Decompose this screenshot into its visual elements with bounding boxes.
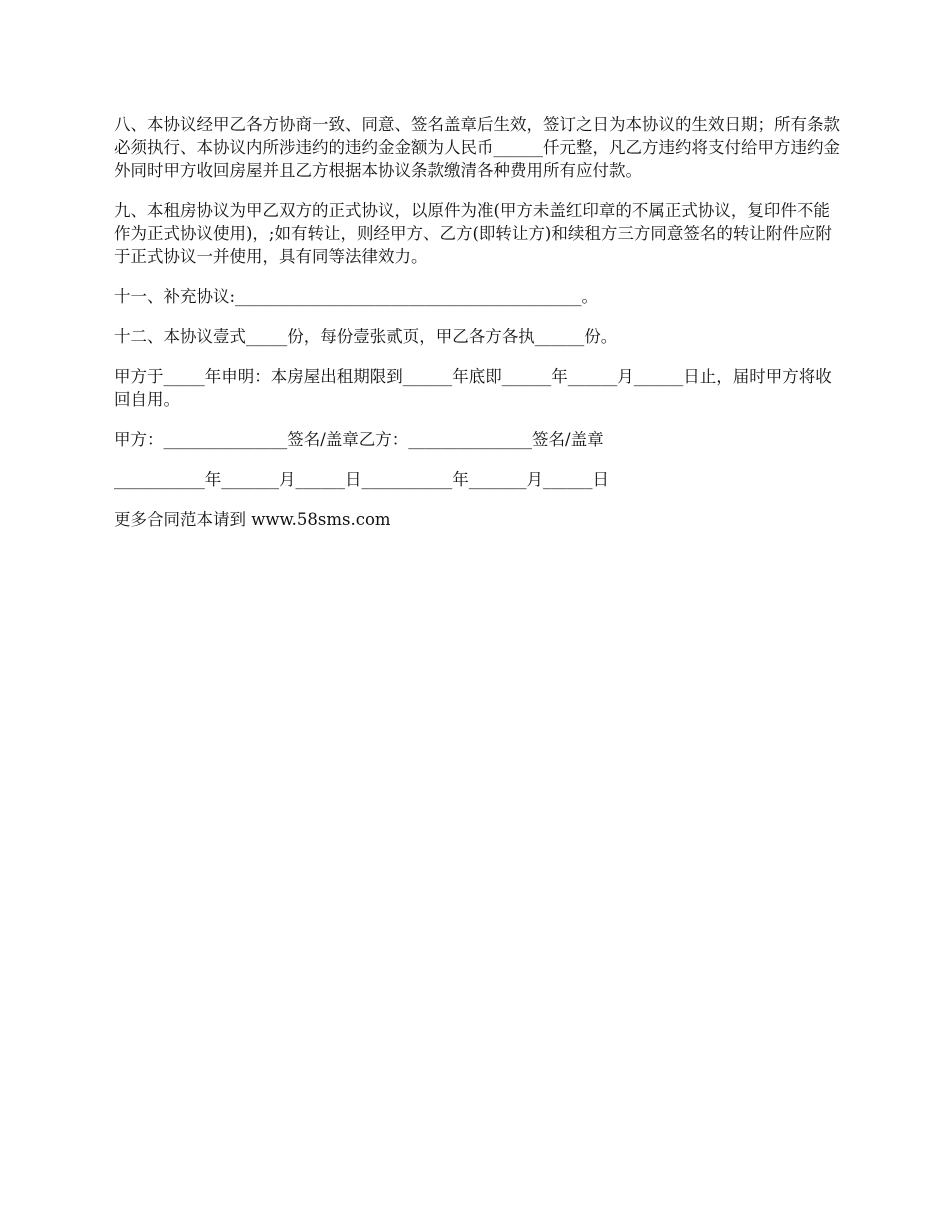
document-body bbox=[114, 113, 844, 548]
clause-8-paragraph: 八、本协议经甲乙各方协商一致、同意、签名盖章后生效，签订之日为本协议的生效日期；所有条款必须执行、本协议内所涉违约的违约金金额为人民币______仟元整，凡乙方违约将支付给甲方违约金外同时甲方收回房屋并且乙方根据本协议条款缴清各种费用所有应付款。 bbox=[114, 115, 840, 180]
clause-9-paragraph: 九、本租房协议为甲乙双方的正式协议，以原件为准(甲方未盖红印章的不属正式协议，复印件不能作为正式协议使用)，;如有转让，则经甲方、乙方(即转让方)和续租方三方同意签名的转让附件应附于正式协议一并使用，具有同等法律效力。 bbox=[114, 201, 832, 266]
date-line: ___________年_______月______日___________年_______月______日 bbox=[114, 470, 609, 489]
clause-12-copies-paragraph: 十二、本协议壹式_____份，每份壹张贰页，甲乙各方各执______份。 bbox=[114, 327, 618, 346]
signature-line: 甲方：_______________签名/盖章乙方：_______________签名/盖章 bbox=[114, 430, 604, 449]
clause-11-supplement-paragraph: 十一、补充协议:__________________________________________。 bbox=[114, 287, 599, 306]
lease-term-declaration-paragraph: 甲方于_____年申明：本房屋出租期限到______年底即______年______月______日止，届时甲方将收回自用。 bbox=[114, 367, 832, 409]
footer-link-text: 更多合同范本请到 www.58sms.com bbox=[114, 510, 391, 529]
